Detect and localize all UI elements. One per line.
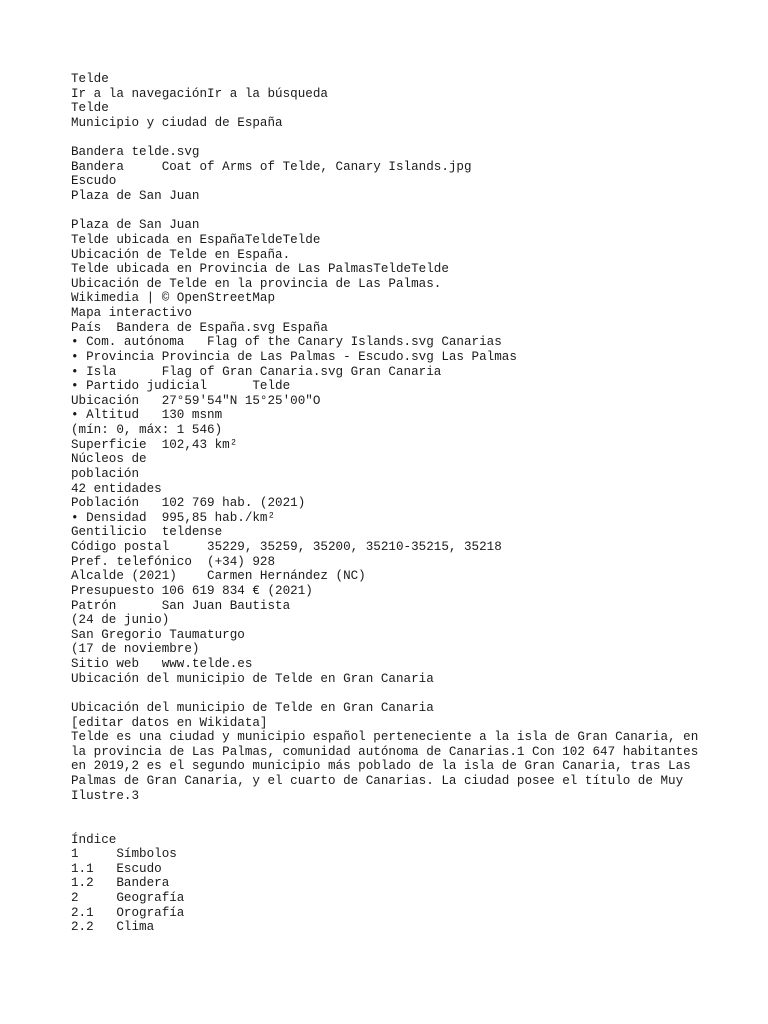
- text-line: • Altitud 130 msnm: [71, 408, 223, 423]
- text-line: Presupuesto 106 619 834 € (2021): [71, 583, 313, 598]
- text-line: [71, 204, 761, 219]
- text-line: • Com. autónoma Flag of the Canary Islands.svg Canarias: [71, 335, 502, 350]
- text-line: Plaza de San Juan: [71, 218, 200, 233]
- text-line: (24 de junio): [71, 613, 170, 628]
- text-line: 1.1 Escudo: [71, 861, 162, 876]
- text-line: Telde es una ciudad y municipio español perteneciente a la isla de Gran Canaria, en: [71, 730, 699, 745]
- text-line: [71, 803, 761, 818]
- text-line: Escudo: [71, 174, 117, 189]
- text-line: Wikimedia | © OpenStreetMap: [71, 291, 276, 306]
- text-line: Telde ubicada en EspañaTeldeTelde: [71, 232, 321, 247]
- text-line: Superficie 102,43 km²: [71, 437, 238, 452]
- text-line: Ubicación del municipio de Telde en Gran Canaria: [71, 671, 434, 686]
- text-line: Mapa interactivo: [71, 306, 192, 320]
- text-line: País Bandera de España.svg España: [71, 320, 328, 335]
- text-line: Núcleos de: [71, 452, 147, 467]
- text-line: • Densidad 995,85 hab./km²: [71, 510, 276, 525]
- text-line: Pref. telefónico (+34) 928: [71, 554, 276, 569]
- text-line: la provincia de Las Palmas, comunidad autónoma de Canarias.1 Con 102 647 habitantes: [71, 744, 699, 759]
- text-line: Ubicación de Telde en España.: [71, 247, 291, 262]
- text-line: en 2019,2 es el segundo municipio más poblado de la isla de Gran Canaria, tras Las: [71, 759, 691, 774]
- text-line: Telde ubicada en Provincia de Las PalmasTeldeTelde: [71, 262, 449, 277]
- text-line: Ilustre.3: [71, 788, 140, 803]
- text-line: (17 de noviembre): [71, 642, 200, 657]
- text-line: Palmas de Gran Canaria, y el cuarto de Canarias. La ciudad posee el título de Muy: [71, 774, 684, 788]
- text-line: [71, 131, 761, 146]
- text-line: Bandera Coat of Arms of Telde, Canary Islands.jpg: [71, 159, 472, 174]
- text-line: [71, 818, 761, 833]
- text-line: 2.1 Orografía: [71, 905, 185, 920]
- text-line: población: [71, 466, 140, 481]
- text-line: • Provincia Provincia de Las Palmas - Escudo.svg Las Palmas: [71, 349, 517, 364]
- text-line: [editar datos en Wikidata]: [71, 715, 268, 730]
- text-line: Ir a la navegaciónIr a la búsqueda: [71, 86, 328, 101]
- text-line: • Isla Flag of Gran Canaria.svg Gran Canaria: [71, 364, 442, 379]
- text-line: Índice: [71, 832, 117, 847]
- text-line: San Gregorio Taumaturgo: [71, 627, 245, 642]
- text-line: • Partido judicial Telde: [71, 379, 291, 394]
- text-line: Ubicación del municipio de Telde en Gran Canaria: [71, 700, 434, 715]
- document-text: [71, 72, 761, 935]
- text-line: Bandera telde.svg: [71, 145, 200, 160]
- text-line: 2 Geografía: [71, 891, 185, 905]
- text-line: 42 entidades: [71, 481, 162, 496]
- text-line: Ubicación de Telde en la provincia de Las Palmas.: [71, 276, 442, 291]
- text-line: Plaza de San Juan: [71, 189, 200, 203]
- text-line: [71, 686, 761, 701]
- text-line: 1.2 Bandera: [71, 876, 170, 891]
- text-line: Alcalde (2021) Carmen Hernández (NC): [71, 569, 366, 584]
- text-line: 1 Símbolos: [71, 847, 177, 862]
- text-line: Telde: [71, 72, 109, 86]
- text-line: Gentilicio teldense: [71, 525, 223, 540]
- text-line: Patrón San Juan Bautista: [71, 598, 291, 613]
- text-line: 2.2 Clima: [71, 920, 155, 935]
- text-line: Ubicación 27°59'54"N 15°25'00"O: [71, 393, 321, 408]
- text-line: Población 102 769 hab. (2021): [71, 496, 306, 511]
- text-line: Código postal 35229, 35259, 35200, 35210-35215, 35218: [71, 540, 502, 554]
- text-line: Sitio web www.telde.es: [71, 657, 253, 671]
- text-line: (mín: 0, máx: 1 546): [71, 423, 223, 437]
- text-line: Telde: [71, 101, 109, 116]
- text-line: Municipio y ciudad de España: [71, 115, 283, 130]
